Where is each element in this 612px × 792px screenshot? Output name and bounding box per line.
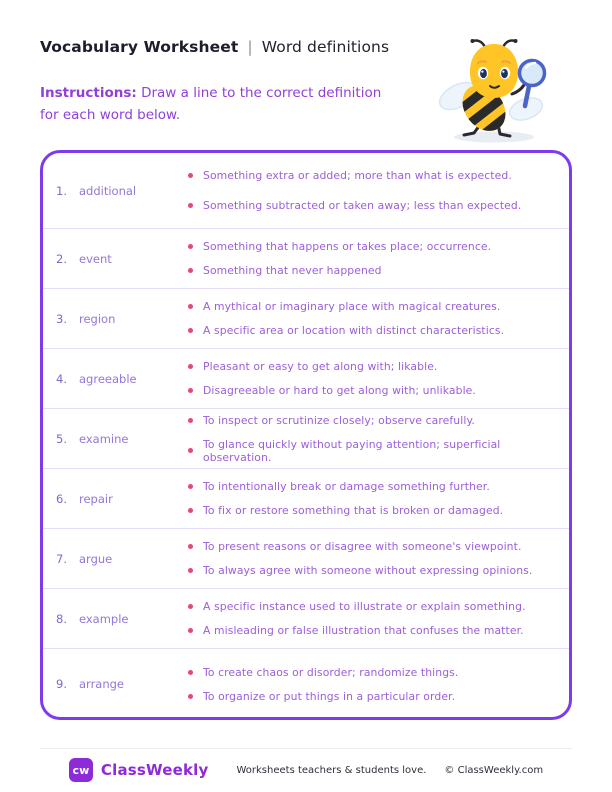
definitions-cell — [188, 414, 569, 464]
definition-item — [188, 300, 569, 313]
definition-item — [188, 414, 569, 427]
word-cell — [43, 432, 188, 446]
definition-text: A specific instance used to illustrate or explain something. — [203, 600, 526, 613]
definition-text: Something that happens or takes place; occurrence. — [203, 240, 492, 253]
definition-text: To always agree with someone without expressing opinions. — [203, 564, 533, 577]
instructions-text — [40, 82, 392, 126]
definition-item — [188, 504, 569, 517]
bullet-icon — [188, 628, 193, 633]
definitions-cell — [188, 600, 569, 637]
definition-item — [188, 564, 569, 577]
definition-text: To intentionally break or damage something further. — [203, 480, 490, 493]
bullet-icon — [188, 203, 193, 208]
definition-item — [188, 360, 569, 373]
word-cell — [43, 612, 188, 626]
word-number: 9. — [56, 677, 67, 691]
definition-text: To organize or put things in a particular order. — [203, 689, 456, 703]
title-subtitle: Word definitions — [261, 38, 390, 56]
word-number: 7. — [56, 551, 67, 566]
word-label: region — [79, 311, 116, 326]
brand-name: ClassWeekly — [100, 761, 209, 779]
bullet-icon — [188, 604, 193, 609]
table-row — [43, 648, 569, 719]
bee-with-magnifying-glass-icon — [436, 36, 556, 146]
bullet-icon — [188, 544, 193, 549]
word-cell — [43, 372, 188, 386]
bullet-icon — [188, 418, 193, 423]
table-row — [43, 288, 569, 348]
bullet-icon — [188, 568, 193, 573]
word-label: agreeable — [79, 371, 137, 386]
word-number: 5. — [56, 431, 67, 446]
definition-text: To fix or restore something that is broken or damaged. — [203, 504, 504, 517]
definition-item — [188, 438, 569, 464]
definitions-cell — [188, 540, 569, 577]
definition-text: To glance quickly without paying attention; superficial observation. — [203, 437, 501, 464]
bullet-icon — [188, 694, 193, 699]
word-label: event — [79, 251, 112, 266]
table-row — [43, 468, 569, 528]
footer-divider — [40, 748, 572, 749]
page-footer — [0, 758, 612, 782]
definitions-cell — [188, 300, 569, 337]
definition-text: Pleasant or easy to get along with; likable. — [203, 360, 438, 373]
bullet-icon — [188, 448, 193, 453]
word-cell — [43, 552, 188, 566]
definition-item — [188, 169, 569, 182]
definition-item — [188, 240, 569, 253]
bullet-icon — [188, 173, 193, 178]
word-label: arrange — [79, 677, 125, 691]
definitions-cell — [188, 666, 569, 703]
definition-text: To create chaos or disorder; randomize things. — [203, 665, 459, 679]
page-header — [40, 38, 389, 56]
definition-text: Something extra or added; more than what is expected. — [203, 169, 512, 182]
instructions-body: Draw a line to the correct definition for each word below. — [40, 85, 382, 123]
table-row — [43, 153, 569, 228]
word-number: 2. — [56, 251, 67, 266]
word-number: 3. — [56, 311, 67, 326]
instructions-label: Instructions: — [40, 85, 137, 101]
word-label: argue — [79, 551, 113, 566]
bullet-icon — [188, 670, 193, 675]
word-number: 6. — [56, 491, 67, 506]
bullet-icon — [188, 484, 193, 489]
bee-illustration — [436, 36, 556, 146]
definition-text: To present reasons or disagree with someone's viewpoint. — [203, 540, 522, 553]
definition-text: Something that never happened — [203, 264, 382, 277]
page-title — [40, 38, 389, 56]
word-label: examine — [79, 431, 129, 446]
word-number: 4. — [56, 371, 67, 386]
definition-text: Disagreeable or hard to get along with; unlikable. — [203, 384, 476, 397]
table-row — [43, 348, 569, 408]
word-number: 8. — [56, 611, 67, 626]
worksheet-table — [40, 150, 572, 720]
bullet-icon — [188, 364, 193, 369]
bullet-icon — [188, 244, 193, 249]
definition-item — [188, 600, 569, 613]
footer-copyright: © ClassWeekly.com — [444, 764, 544, 776]
definition-text: Something subtracted or taken away; less than expected. — [203, 199, 522, 212]
word-label: additional — [79, 183, 137, 198]
cw-logo-icon: cw — [69, 758, 93, 782]
word-label: example — [79, 611, 129, 626]
definition-text: A specific area or location with distinct characteristics. — [203, 324, 505, 337]
definition-item — [188, 690, 569, 703]
word-cell — [43, 677, 188, 691]
word-label: repair — [79, 491, 113, 506]
definitions-cell — [188, 240, 569, 277]
word-number: 1. — [56, 183, 67, 198]
definition-item — [188, 624, 569, 637]
table-row — [43, 588, 569, 648]
definition-item — [188, 264, 569, 277]
word-cell — [43, 312, 188, 326]
word-cell — [43, 252, 188, 266]
bullet-icon — [188, 304, 193, 309]
table-row — [43, 528, 569, 588]
definition-item — [188, 540, 569, 553]
definition-item — [188, 199, 569, 212]
definition-text: A misleading or false illustration that confuses the matter. — [203, 624, 524, 637]
definitions-cell — [188, 360, 569, 397]
bullet-icon — [188, 328, 193, 333]
bullet-icon — [188, 388, 193, 393]
table-row — [43, 228, 569, 288]
definitions-cell — [188, 169, 569, 212]
footer-tagline: Worksheets teachers & students love. — [236, 764, 427, 776]
definition-item — [188, 324, 569, 337]
definitions-cell — [188, 480, 569, 517]
brand-logo — [69, 758, 209, 782]
title-main: Vocabulary Worksheet — [40, 38, 239, 56]
definition-text: A mythical or imaginary place with magical creatures. — [203, 300, 501, 313]
word-cell — [43, 492, 188, 506]
word-cell — [43, 184, 188, 198]
bullet-icon — [188, 508, 193, 513]
definition-item — [188, 666, 569, 679]
definition-item — [188, 384, 569, 397]
title-separator: | — [247, 38, 253, 56]
bullet-icon — [188, 268, 193, 273]
definition-text: To inspect or scrutinize closely; observe carefully. — [203, 413, 475, 427]
definition-item — [188, 480, 569, 493]
table-row — [43, 408, 569, 468]
